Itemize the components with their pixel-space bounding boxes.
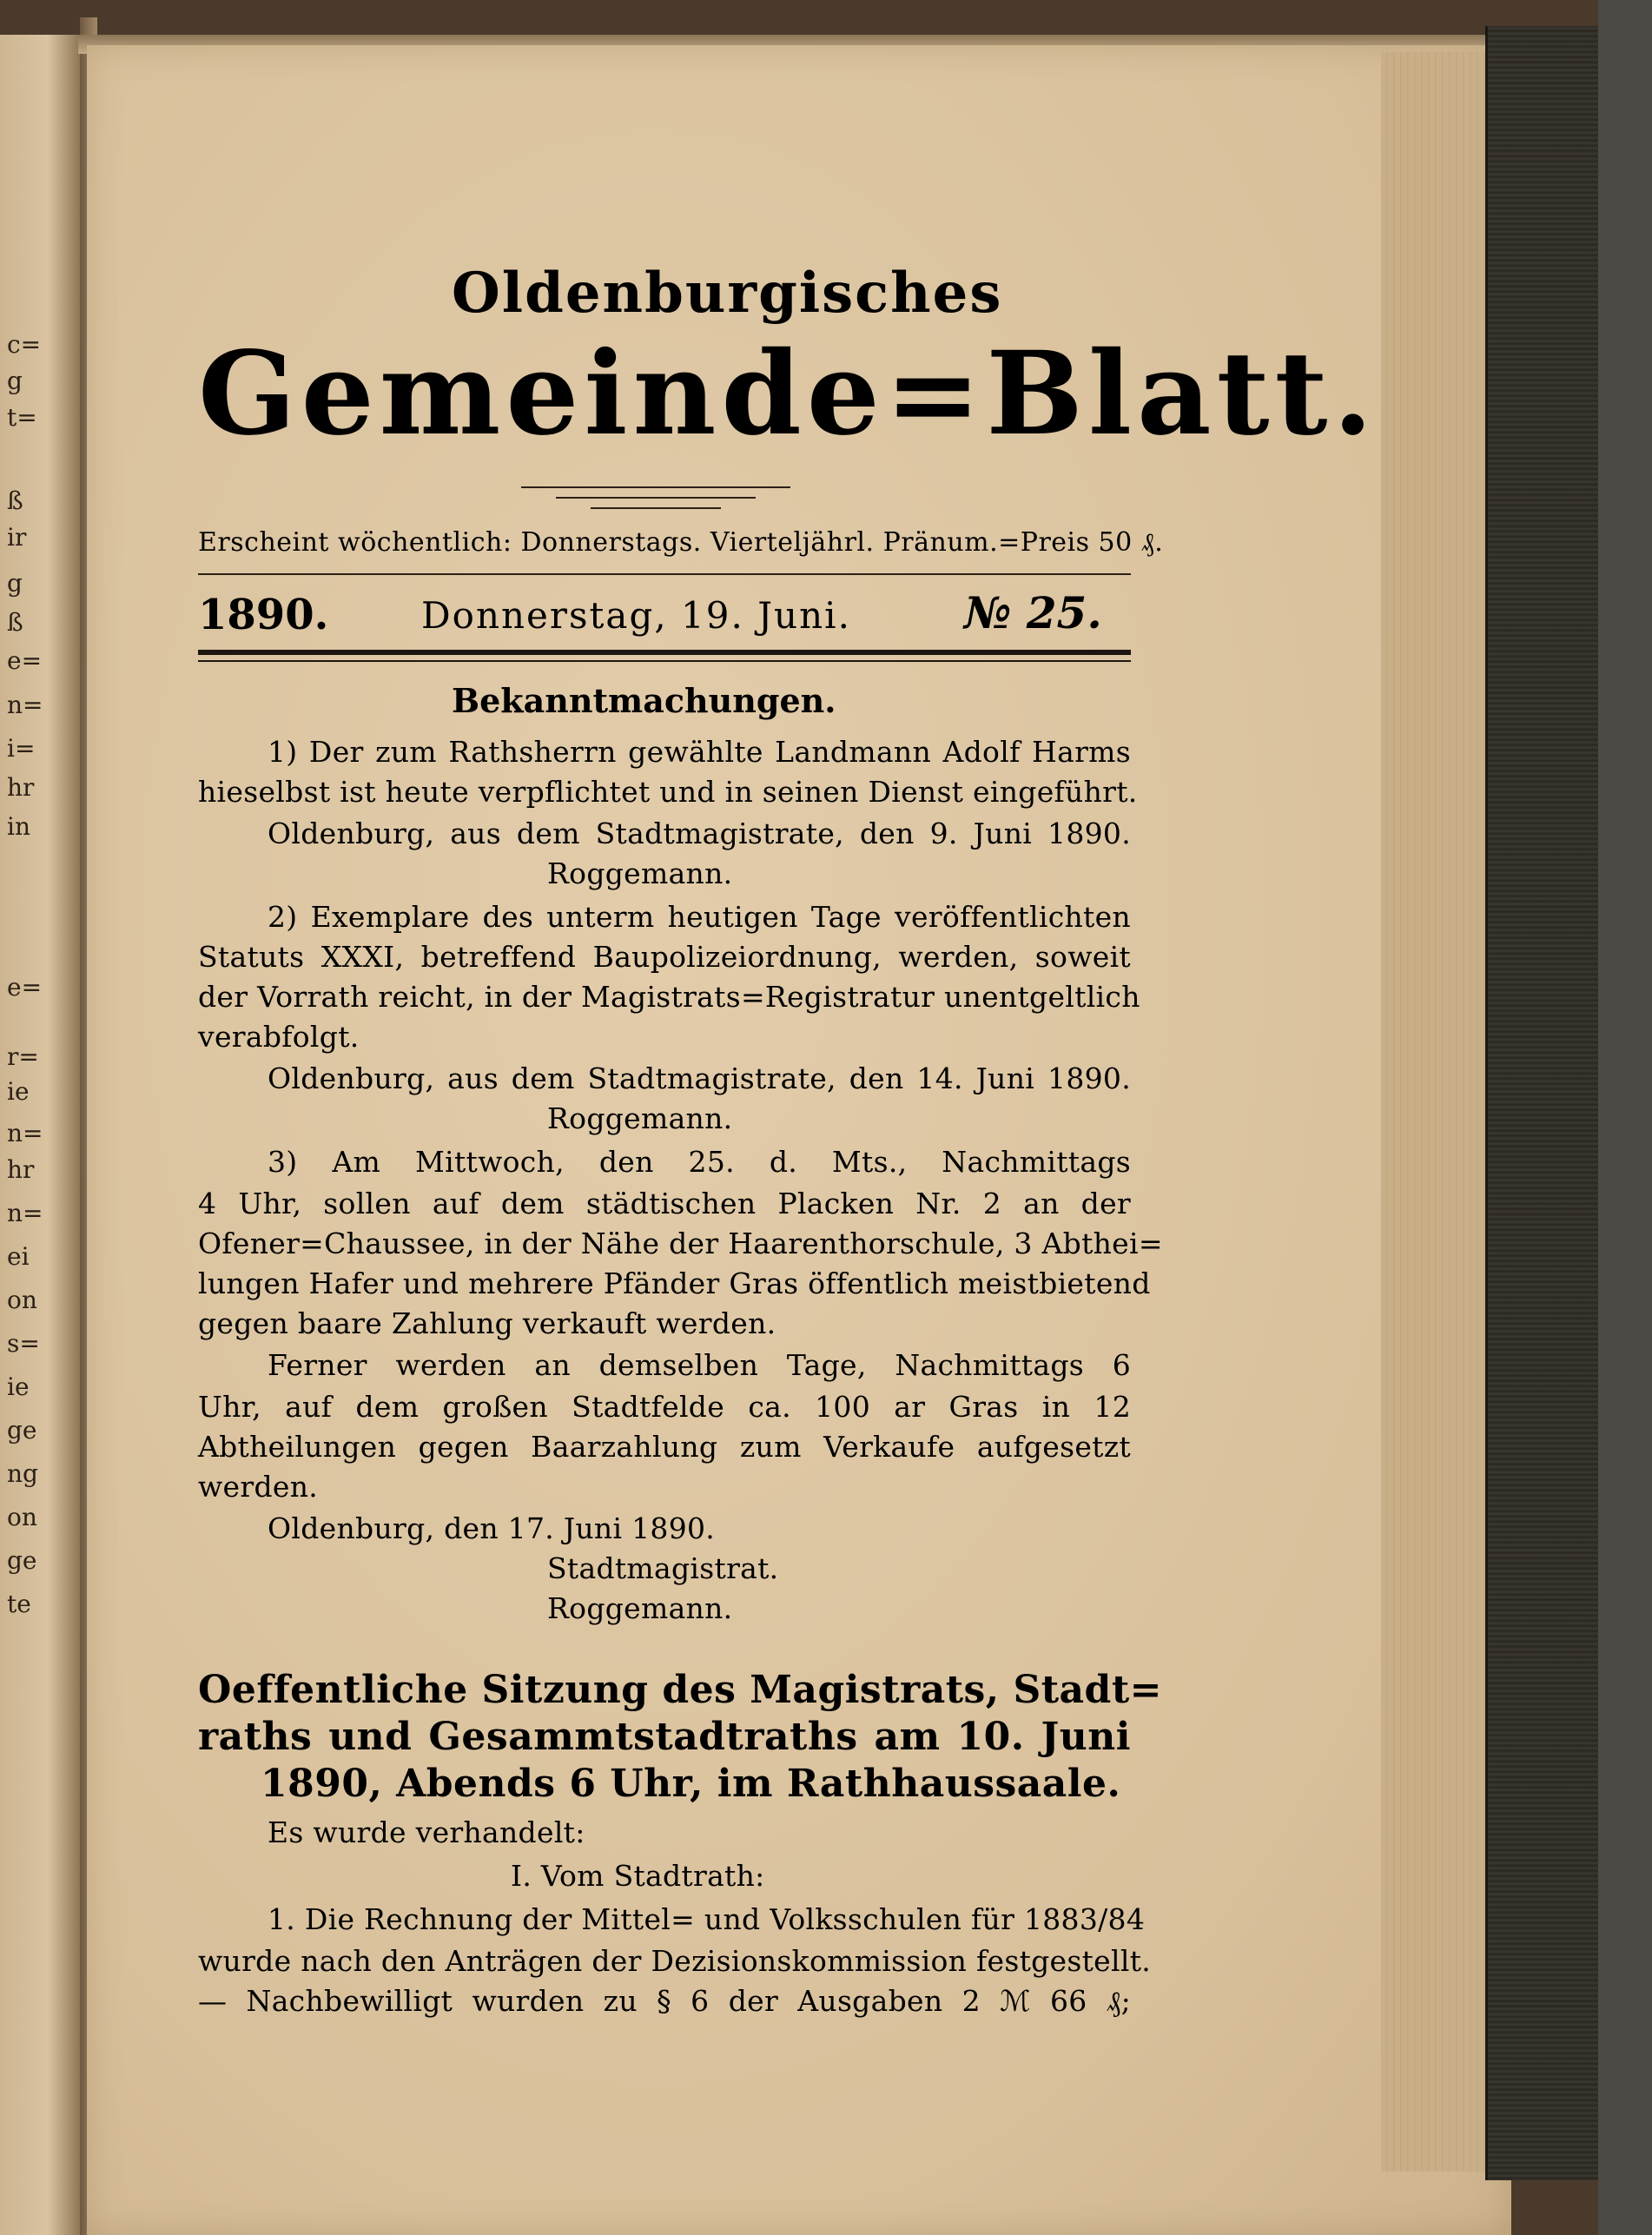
left-fragment: n=: [7, 691, 43, 719]
left-fragment: ir: [7, 523, 27, 552]
left-fragment: ng: [7, 1459, 38, 1488]
issue-date: Donnerstag, 19. Juni.: [421, 594, 851, 637]
left-fragment: t=: [7, 403, 37, 432]
left-fragment: n=: [7, 1199, 43, 1227]
subheading: I. Vom Stadtrath:: [511, 1859, 765, 1893]
text-line: Es wurde verhandelt:: [268, 1815, 585, 1849]
left-fragment: ß: [7, 486, 23, 515]
text-line: Ofener=Chaussee, in der Nähe der Haarenthorschule, 3 Abthei=: [198, 1227, 1163, 1260]
text-line: Oldenburg, den 17. Juni 1890.: [268, 1511, 716, 1545]
text-line: lungen Hafer und mehrere Pfänder Gras öffentlich meistbietend: [198, 1266, 1151, 1300]
text-line: Oldenburg, aus dem Stadtmagistrate, den 14. Juni 1890.: [268, 1061, 1131, 1095]
left-fragment: c=: [7, 330, 42, 359]
text-line: werden.: [198, 1470, 319, 1504]
left-fragment: on: [7, 1503, 37, 1531]
left-fragment: hr: [7, 1155, 35, 1184]
left-fragment: ie: [7, 1077, 30, 1106]
left-fragment: te: [7, 1590, 31, 1618]
signature: Roggemann.: [547, 1591, 733, 1625]
left-fragment: ge: [7, 1416, 37, 1445]
text-line: 1) Der zum Rathsherrn gewählte Landmann Adolf Harms: [268, 735, 1131, 769]
left-fragment: hr: [7, 773, 35, 802]
left-fragment: on: [7, 1286, 37, 1314]
text-line: wurde nach den Anträgen der Dezisionskommission festgestellt.: [198, 1944, 1152, 1978]
section-heading: Bekanntmachungen.: [452, 681, 836, 720]
issue-year: 1890.: [198, 591, 329, 639]
left-fragment: in: [7, 812, 30, 841]
text-line: der Vorrath reicht, in der Magistrats=Registratur unentgeltlich: [198, 980, 1140, 1014]
ornament-rule: [591, 507, 721, 509]
left-fragment: g: [7, 569, 23, 598]
page-stack-edges: [1381, 52, 1485, 2172]
text-line: Statuts XXXI, betreffend Baupolizeiordnung, werden, soweit: [198, 940, 1131, 974]
left-fragment: e=: [7, 646, 43, 675]
header-rule: [198, 573, 1131, 575]
left-fragment: ei: [7, 1242, 30, 1271]
text-line: — Nachbewilligt wurden zu § 6 der Ausgaben 2 ℳ 66 ₰;: [198, 1984, 1131, 2018]
section-heading: Oeffentliche Sitzung des Magistrats, Stadt=: [198, 1668, 1163, 1712]
subscription-line: Erscheint wöchentlich: Donnerstags. Vierteljährl. Pränum.=Preis 50 ₰.: [198, 527, 1164, 558]
signature: Roggemann.: [547, 1101, 733, 1135]
masthead-title: Gemeinde=Blatt.: [198, 327, 1378, 461]
left-fragment: ie: [7, 1372, 30, 1401]
left-fragment: g: [7, 367, 23, 395]
left-fragment: e=: [7, 973, 43, 1002]
section-heading: 1890, Abends 6 Uhr, im Rathhaussaale.: [261, 1762, 1121, 1806]
ornament-rule: [556, 497, 756, 499]
text-line: Uhr, auf dem großen Stadtfelde ca. 100 ar Gras in 12: [198, 1390, 1131, 1424]
header-double-rule-thin: [198, 660, 1131, 662]
signature: Roggemann.: [547, 856, 733, 890]
book-spine: [1485, 26, 1601, 2180]
left-fragment: n=: [7, 1119, 43, 1147]
text-line: 4 Uhr, sollen auf dem städtischen Placken Nr. 2 an der: [198, 1187, 1131, 1220]
left-fragment: ge: [7, 1546, 37, 1575]
section-heading: raths und Gesammtstadtraths am 10. Juni: [198, 1715, 1131, 1759]
text-line: 1. Die Rechnung der Mittel= und Volksschulen für 1883/84: [268, 1902, 1146, 1936]
issue-number: № 25.: [964, 587, 1102, 638]
ornament-rule: [521, 486, 790, 488]
left-page-edge: [0, 35, 80, 2235]
left-fragment: r=: [7, 1042, 39, 1071]
masthead-subtitle: Oldenburgisches: [452, 261, 1003, 326]
text-line: Abtheilungen gegen Baarzahlung zum Verkaufe aufgesetzt: [198, 1430, 1131, 1464]
text-line: Oldenburg, aus dem Stadtmagistrate, den 9. Juni 1890.: [268, 817, 1131, 850]
left-fragment: i=: [7, 734, 36, 763]
text-line: verabfolgt.: [198, 1020, 360, 1054]
text-line: hieselbst ist heute verpflichtet und in seinen Dienst eingeführt.: [198, 775, 1138, 809]
text-line: 2) Exemplare des unterm heutigen Tage veröffentlichten: [268, 900, 1131, 934]
book-cover-edge: [1598, 0, 1652, 2235]
header-double-rule: [198, 650, 1131, 655]
text-line: Ferner werden an demselben Tage, Nachmittags 6: [268, 1348, 1131, 1382]
left-fragment: s=: [7, 1329, 40, 1358]
text-line: gegen baare Zahlung verkauft werden.: [198, 1306, 776, 1340]
signature-office: Stadtmagistrat.: [547, 1551, 779, 1585]
left-fragment: ß: [7, 608, 23, 637]
text-line: 3) Am Mittwoch, den 25. d. Mts., Nachmittags: [268, 1145, 1131, 1179]
